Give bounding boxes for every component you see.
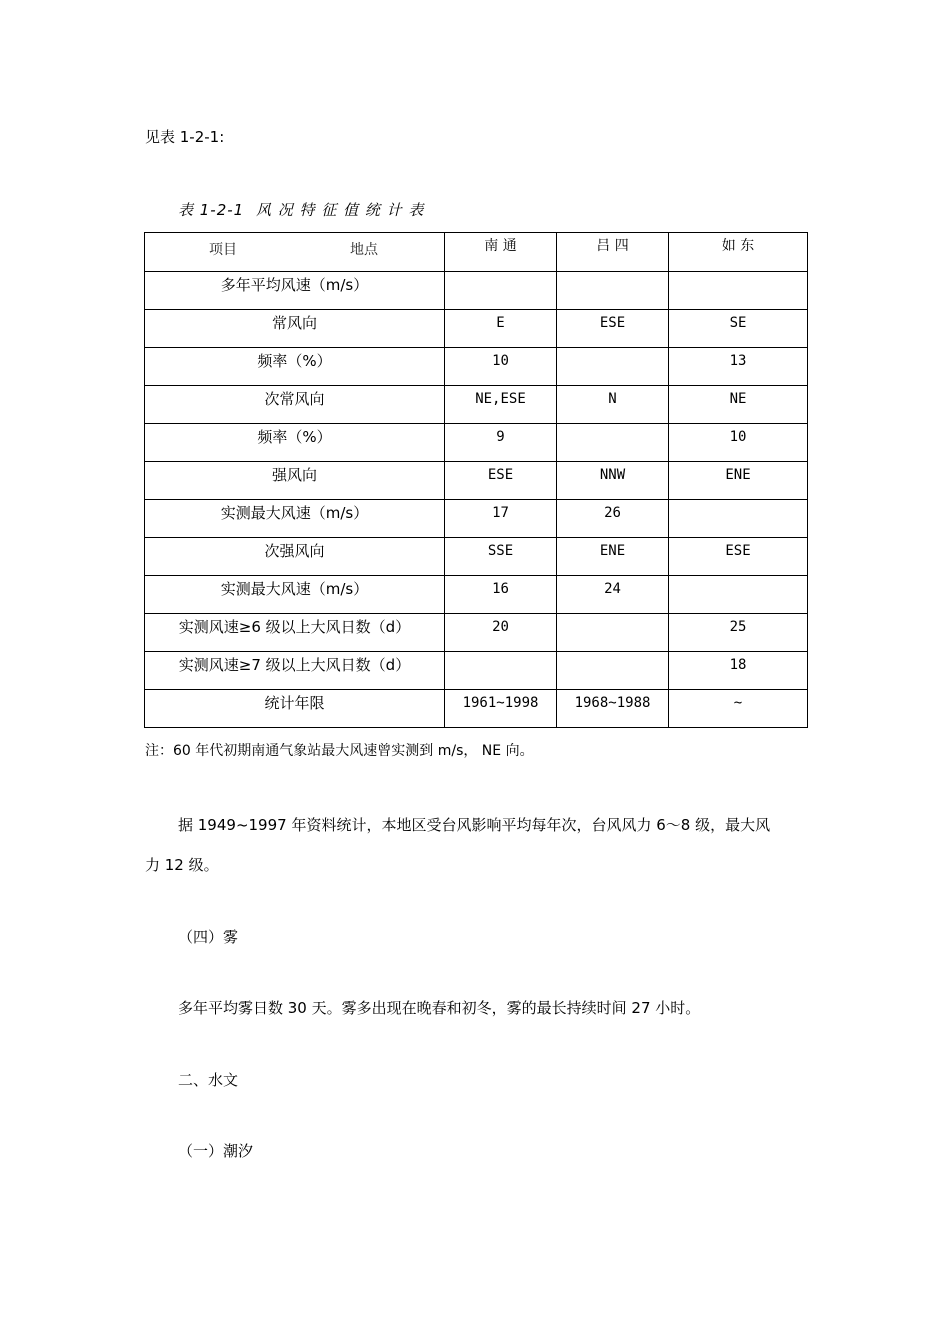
row-value-nantong: 10 bbox=[445, 348, 557, 386]
wind-statistics-table bbox=[144, 232, 808, 728]
row-value-lvsi bbox=[557, 652, 669, 690]
row-value-rudong: ENE bbox=[669, 462, 808, 500]
row-value-nantong bbox=[445, 272, 557, 310]
row-value-nantong: 16 bbox=[445, 576, 557, 614]
row-label: 多年平均风速（m/s） bbox=[145, 272, 445, 310]
row-label: 频率（%） bbox=[145, 348, 445, 386]
header-place-label: 地点 bbox=[350, 242, 378, 258]
fog-heading: （四）雾 bbox=[178, 928, 239, 946]
table-title: 风 况 特 征 值 统 计 表 bbox=[256, 201, 425, 219]
row-value-rudong: ~ bbox=[669, 690, 808, 728]
fog-paragraph: 多年平均雾日数 30 天。雾多出现在晚春和初冬，雾的最长持续时间 27 小时。 bbox=[178, 999, 701, 1017]
row-value-lvsi: 26 bbox=[557, 500, 669, 538]
table-row bbox=[145, 272, 808, 310]
row-value-nantong: E bbox=[445, 310, 557, 348]
row-value-lvsi: 24 bbox=[557, 576, 669, 614]
typhoon-paragraph-line-2: 力 12 级。 bbox=[145, 856, 219, 874]
row-label: 实测最大风速（m/s） bbox=[145, 576, 445, 614]
header-item-label: 项目 bbox=[209, 242, 237, 258]
table-row bbox=[145, 652, 808, 690]
table-row bbox=[145, 614, 808, 652]
intro-text: 见表 1-2-1: bbox=[145, 128, 225, 146]
table-row bbox=[145, 462, 808, 500]
row-value-lvsi bbox=[557, 272, 669, 310]
row-label: 实测最大风速（m/s） bbox=[145, 500, 445, 538]
row-value-lvsi: N bbox=[557, 386, 669, 424]
row-value-rudong: 18 bbox=[669, 652, 808, 690]
row-value-nantong: 1961~1998 bbox=[445, 690, 557, 728]
header-item-place-cell bbox=[145, 233, 445, 272]
row-value-rudong bbox=[669, 272, 808, 310]
row-value-nantong: SSE bbox=[445, 538, 557, 576]
row-label: 实测风速≥7 级以上大风日数（d） bbox=[145, 652, 445, 690]
row-value-rudong bbox=[669, 576, 808, 614]
row-label: 统计年限 bbox=[145, 690, 445, 728]
row-value-rudong: ESE bbox=[669, 538, 808, 576]
row-label: 强风向 bbox=[145, 462, 445, 500]
row-value-nantong: 9 bbox=[445, 424, 557, 462]
table-row bbox=[145, 310, 808, 348]
row-value-lvsi: ENE bbox=[557, 538, 669, 576]
hydrology-heading: 二、水文 bbox=[178, 1071, 239, 1089]
row-value-rudong: NE bbox=[669, 386, 808, 424]
row-label: 次常风向 bbox=[145, 386, 445, 424]
header-station-nantong: 南 通 bbox=[445, 233, 557, 272]
table-row bbox=[145, 690, 808, 728]
tide-heading: （一）潮汐 bbox=[178, 1142, 254, 1160]
row-value-nantong: 20 bbox=[445, 614, 557, 652]
row-value-rudong bbox=[669, 500, 808, 538]
row-label: 常风向 bbox=[145, 310, 445, 348]
table-header-row bbox=[145, 233, 808, 272]
row-value-rudong: 10 bbox=[669, 424, 808, 462]
row-label: 次强风向 bbox=[145, 538, 445, 576]
row-value-nantong: ESE bbox=[445, 462, 557, 500]
row-value-rudong: SE bbox=[669, 310, 808, 348]
row-label: 频率（%） bbox=[145, 424, 445, 462]
table-row bbox=[145, 538, 808, 576]
row-value-nantong: 17 bbox=[445, 500, 557, 538]
table-caption bbox=[178, 199, 430, 220]
row-value-nantong: NE,ESE bbox=[445, 386, 557, 424]
row-value-lvsi bbox=[557, 614, 669, 652]
table-row bbox=[145, 386, 808, 424]
table-row bbox=[145, 348, 808, 386]
table-note: 注：60 年代初期南通气象站最大风速曾实测到 m/s， NE 向。 bbox=[145, 743, 534, 759]
header-station-rudong: 如 东 bbox=[669, 233, 808, 272]
table-row bbox=[145, 576, 808, 614]
row-label: 实测风速≥6 级以上大风日数（d） bbox=[145, 614, 445, 652]
row-value-lvsi: ESE bbox=[557, 310, 669, 348]
typhoon-paragraph-line-1: 据 1949~1997 年资料统计，本地区受台风影响平均每年次，台风风力 6～8 级，最大风 bbox=[178, 816, 771, 834]
row-value-nantong bbox=[445, 652, 557, 690]
table-row bbox=[145, 424, 808, 462]
row-value-lvsi: 1968~1988 bbox=[557, 690, 669, 728]
row-value-rudong: 25 bbox=[669, 614, 808, 652]
row-value-lvsi bbox=[557, 424, 669, 462]
table-row bbox=[145, 500, 808, 538]
header-station-lvsi: 吕 四 bbox=[557, 233, 669, 272]
row-value-lvsi: NNW bbox=[557, 462, 669, 500]
row-value-rudong: 13 bbox=[669, 348, 808, 386]
table-number: 表 1-2-1 bbox=[178, 201, 245, 219]
row-value-lvsi bbox=[557, 348, 669, 386]
